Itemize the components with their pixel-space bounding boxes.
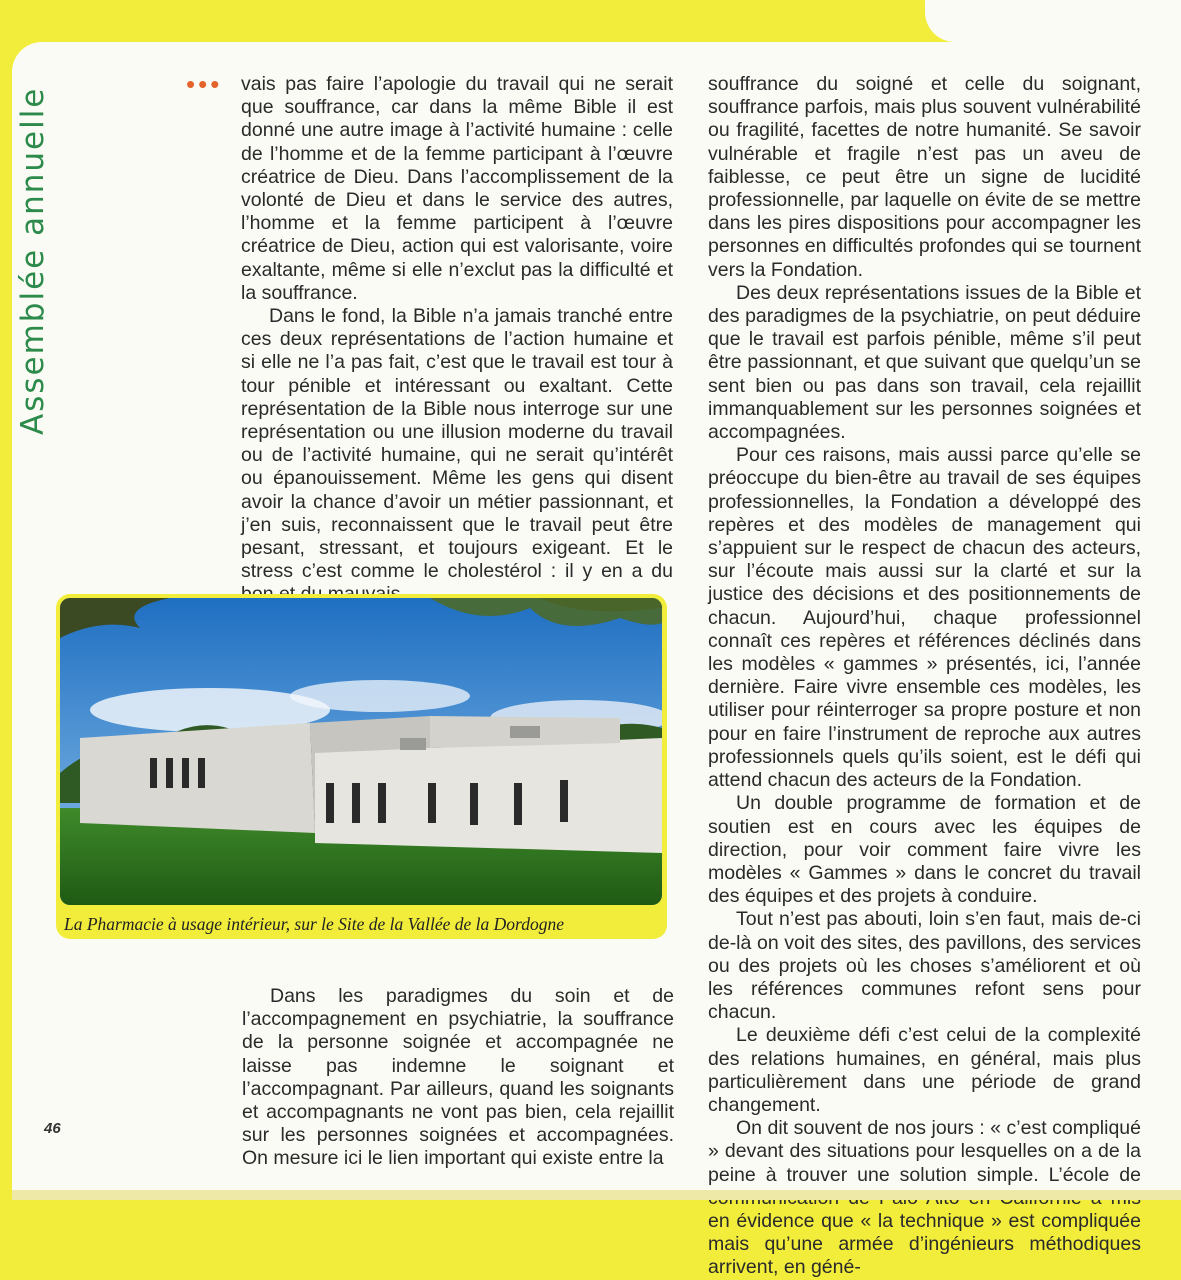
paragraph: Pour ces raisons, mais aussi parce qu’elle se préoccupe du bien-être au travail de ses équipes professionnelles, la Fondation a développé des repères et des modèles de management qui s’appuient sur le respect de chacun des acteurs, sur l’écoute mais aussi sur la clarté et sur la justice des décisions et des positionnements de chacun. Aujourd’hui, chaque professionnel connaît ces repères et références déclinés dans les modèles « gammes » présentés, ici, l’année dernière. Faire vivre ensemble ces modèles, les utiliser pour réinterroger sa propre posture et non pour en faire l’instrument de reproche aux autres professionnels quels qu’ils soient, est le défi qui attend chacun des acteurs de la Fondation.	[708, 444, 1141, 792]
column-3	[708, 73, 1141, 1280]
photo-caption: La Pharmacie à usage intérieur, sur le Site de la Vallée de la Dordogne	[64, 914, 564, 934]
paragraph: Tout n’est pas abouti, loin s’en faut, mais de-ci de-là on voit des sites, des pavillons, des services ou des projets où les choses s’améliorent et où les références communes refont sens pour chacun.	[708, 908, 1141, 1024]
continuation-marker: •••	[186, 69, 223, 99]
column-2	[242, 985, 674, 1171]
paragraph: Le deuxième défi c’est celui de la complexité des relations humaines, en général, mais plus particulièrement dans une période de grand changement.	[708, 1024, 1141, 1116]
paragraph: Des deux représentations issues de la Bible et des paradigmes de la psychiatrie, on peut déduire que le travail est parfois pénible, même s’il peut être passionnant, et que suivant que quelqu’un se sent bien ou pas dans son travail, cela rejaillit immanquablement sur les personnes soignées et accompagnées.	[708, 281, 1141, 444]
paragraph: Dans le fond, la Bible n’a jamais tranché entre ces deux représentations de l’action humaine et si elle ne l’a pas fait, c’est que le travail est tour à tour pénible et intéressant ou exaltant. Cette représentation de la Bible nous interroge sur une représentation ou une illusion moderne du travail ou de l’activité humaine, qui ne serait qu’intérêt ou épanouissement. Même les gens qui disent avoir la chance d’avoir un métier passionnant, et j’en suis, reconnaissent que le travail peut être pesant, stressant, et toujours exigeant. Et le stress c’est comme le cholestérol : il y en a du	[241, 305, 673, 583]
paragraph: On dit souvent de nos jours : « c’est compliqué » devant des situations pour lesquelles on a de la peine à trouver une solution simple. L’école de en évidence que « la technique » est compliquée mais qu’une armée d’ingénieurs méthodiques arrivent, en géné-	[708, 1117, 1141, 1279]
paragraph: Dans les paradigmes du soin et de l’accompagnement en psychiatrie, la souffrance de la personne soignée et accompagnée ne laisse pas indemne le soignant et l’accompagnant. Par ailleurs, quand les soignants et accompagnants ne vont pas bien, cela rejaillit sur les personnes soignées et accompagnées. On mesure ici le lien important qui existe entre la	[242, 985, 674, 1170]
column-1	[241, 73, 673, 607]
paragraph: Un double programme de formation et de soutien est en cours avec les équipes de direction, pour voir comment faire vivre les modèles « Gammes » dans le concret du travail des équipes et des projets à conduire.	[708, 792, 1141, 908]
pharmacy-building-photo	[60, 598, 662, 905]
top-right-white-band	[925, 0, 1181, 42]
paragraph: souffrance du soigné et celle du soignant, souffrance parfois, mais plus souvent vulnérabilité ou fragilité, facettes de notre humanité. Se savoir vulnérable et fragile n’est pas un aveu de faiblesse, ce peut être un signe de lucidité professionnelle, par laquelle on évite de se mettre dans les pires dispositions pour accompagner les personnes en difficultés profondes qui se tournent vers la Fondation.	[708, 73, 1141, 281]
page-number: 46	[44, 1120, 61, 1137]
paragraph: vais pas faire l’apologie du travail qui ne serait que souffrance, car dans la même Bible il est donné une autre image à l’activité humaine : celle de l’homme et de la femme participant à l’œuvre créatrice de Dieu. Dans l’accomplissement de la volonté de Dieu et dans le service des autres, l’homme et la femme participent à l’œuvre créatrice de Dieu, action qui est valorisante, voire exaltante, même si elle n’exclut pas la difficulté et la souffrance.	[241, 73, 673, 304]
bottom-edge	[12, 1190, 1181, 1200]
section-title: Assemblée annuelle	[15, 86, 51, 435]
